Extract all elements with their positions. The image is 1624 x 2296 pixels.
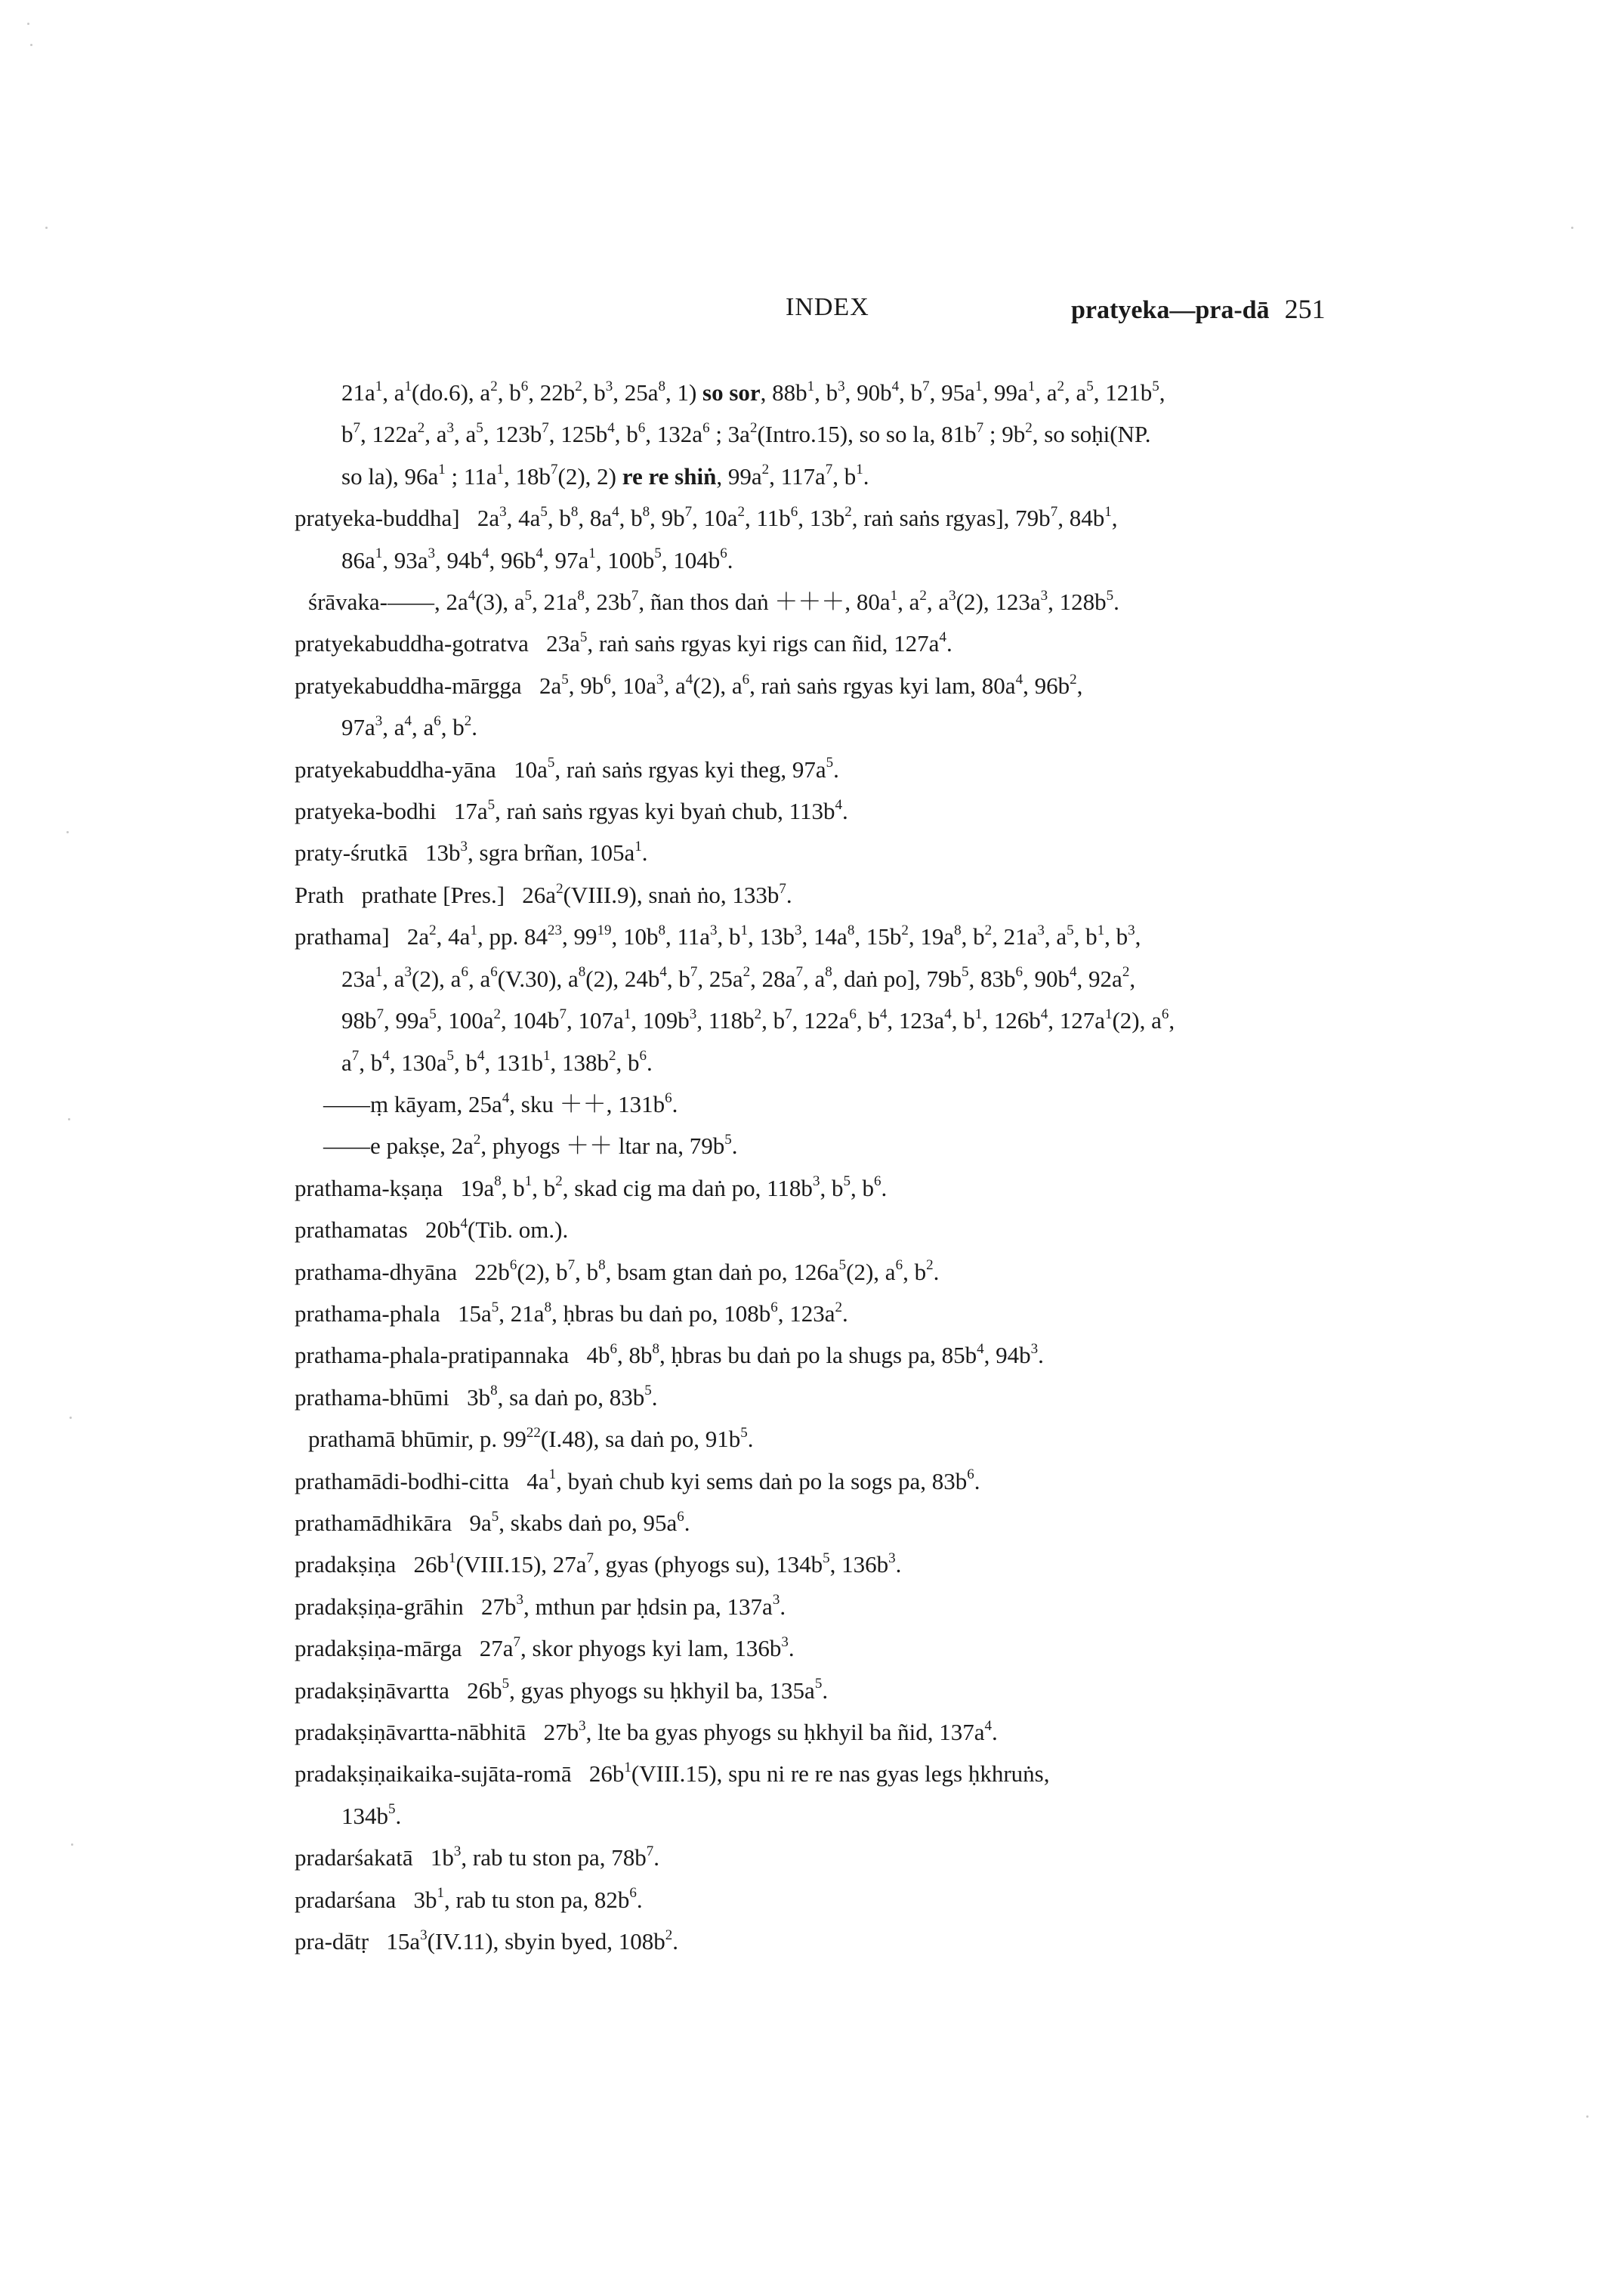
scan-speck bbox=[68, 1118, 70, 1120]
index-entry-continuation: $23a^1$, $a^3(2)$, $a^6$, $a^6(V.30)$, $a^8(2)$, $24b^4$, $b^7$, $25a^2$, $28a^7$, $a^8$, daṅ po], $79b^5$, $83b^6$, $90b^4$, $92a^2$, bbox=[341, 964, 1136, 992]
index-entry: pradarśana $3b^1$, rab tu ston pa, $82b^6$. bbox=[295, 1885, 643, 1913]
index-entry: pratyekabuddha-gotratva $23a^5$, raṅ saṅs rgyas kyi rigs can ñid, $127a^4$. bbox=[295, 629, 952, 657]
index-entry: pra-dātṛ $15a^3(IV.11)$, sbyin byed, $108b^2$. bbox=[295, 1927, 679, 1955]
index-entry: pratyeka-buddha] $2a^3$, $4a^5$, $b^8$, $8a^4$, $b^8$, $9b^7$, $10a^2$, $11b^6$, $13b^2$, raṅ saṅs rgyas], $79b^7$, $84b^1$, bbox=[295, 503, 1118, 532]
index-entry-continuation: $134b^5$. bbox=[341, 1801, 402, 1829]
index-entries bbox=[295, 372, 1413, 1962]
index-entry: Prath prathate [Pres.] $26a^2(VIII.9)$, snaṅ ṅo, $133b^7$. bbox=[295, 880, 792, 908]
header-range-text: pratyeka—pra-dā bbox=[1071, 296, 1270, 324]
index-entry: pradarśakatā $1b^3$, rab tu ston pa, $78b^7$. bbox=[295, 1843, 660, 1871]
scan-speck bbox=[30, 44, 32, 46]
index-entry: pratyeka-bodhi $17a^5$, raṅ saṅs rgyas kyi byaṅ chub, $113b^4$. bbox=[295, 796, 848, 825]
index-entry: prathama-phala-pratipannaka $4b^6$, $8b^8$, ḥbras bu daṅ po la shugs pa, $85b^4$, $94b^3$. bbox=[295, 1341, 1044, 1369]
scan-speck bbox=[45, 227, 48, 229]
index-entry: pradakṣiṇa-grāhin $27b^3$, mthun par ḥdsin pa, $137a^3$. bbox=[295, 1592, 786, 1620]
index-subentry: ——e pakṣe, $2a^2$, phyogs ＋＋ ltar na, $79b^5$. bbox=[323, 1131, 738, 1160]
index-entry-continuation: $97a^3$, $a^4$, $a^6$, $b^2$. bbox=[341, 712, 478, 741]
index-subentry: ——ṃ kāyam, $25a^4$, sku ＋＋, $131b^6$. bbox=[323, 1089, 678, 1117]
index-entry-continuation: so la), $96a^1$ ; $11a^1$, $18b^7(2)$, 2) re re shiṅ, $99a^2$, $117a^7$, $b^1$. bbox=[341, 462, 869, 490]
index-entry: prathamādhikāra $9a^5$, skabs daṅ po, $95a^6$. bbox=[295, 1508, 690, 1536]
index-entry-continuation: $21a^1$, $a^1(do.6)$, $a^2$, $b^6$, $22b^2$, $b^3$, $25a^8$, 1) so sor, $88b^1$, $b^3$, $90b^4$, $b^7$, $95a^1$, $99a^1$, $a^2$, $a^5$, $121b^5$, bbox=[341, 378, 1166, 406]
index-entry: prathama-kṣaṇa $19a^8$, $b^1$, $b^2$, skad cig ma daṅ po, $118b^3$, $b^5$, $b^6$. bbox=[295, 1173, 888, 1201]
index-entry: prathama] $2a^2$, $4a^1$, pp. $84^{23}$, $99^{19}$, $10b^8$, $11a^3$, $b^1$, $13b^3$, $14a^8$, $15b^2$, $19a^8$, $b^2$, $21a^3$, $a^5$, $b^1$, $b^3$, bbox=[295, 922, 1141, 950]
running-header bbox=[0, 293, 1624, 331]
index-entry: pradakṣiṇaikaika-sujāta-romā $26b^1(VIII.15)$, spu ni re re nas gyas legs ḥkhruṅs, bbox=[295, 1760, 1050, 1788]
index-entry: pradakṣiṇa $26b^1(VIII.15)$, $27a^7$, gyas (phyogs su), $134b^5$, $136b^3$. bbox=[295, 1550, 902, 1578]
scan-speck bbox=[1586, 2115, 1588, 2118]
index-entry: pratyekabuddha-mārgga $2a^5$, $9b^6$, $10a^3$, $a^4(2)$, $a^6$, raṅ saṅs rgyas kyi lam, $80a^4$, $96b^2$, bbox=[295, 671, 1083, 699]
index-entry: pradakṣiṇāvartta $26b^5$, gyas phyogs su ḥkhyil ba, $135a^5$. bbox=[295, 1676, 829, 1704]
index-entry-continuation: $b^7$, $122a^2$, $a^3$, $a^5$, $123b^7$, $125b^4$, $b^6$, $132a^6$ ; $3a^2(Intro.15)$, so so la, $81b^7$ ; $9b^2$, so soḥi(NP. bbox=[341, 420, 1151, 448]
scan-speck bbox=[66, 831, 69, 833]
index-entry: prathamatas $20b^4(Tib$. om.). bbox=[295, 1215, 569, 1244]
index-entry-continuation: $86a^1$, $93a^3$, $94b^4$, $96b^4$, $97a^1$, $100b^5$, $104b^6$. bbox=[341, 545, 733, 573]
page-number: 251 bbox=[1284, 294, 1326, 324]
index-entry: prathama-dhyāna $22b^6(2)$, $b^7$, $b^8$, bsam gtan daṅ po, $126a^5(2)$, $a^6$, $b^2$. bbox=[295, 1257, 940, 1285]
header-entry-range bbox=[1071, 293, 1326, 325]
index-entry: praty-śrutkā $13b^3$, sgra brñan, $105a^1$. bbox=[295, 839, 648, 867]
index-entry: prathama-bhūmi $3b^8$, sa daṅ po, $83b^5$. bbox=[295, 1383, 658, 1411]
index-entry-continuation: $a^7$, $b^4$, $130a^5$, $b^4$, $131b^1$, $138b^2$, $b^6$. bbox=[341, 1048, 653, 1076]
scan-speck bbox=[27, 23, 29, 25]
index-entry: pratyekabuddha-yāna $10a^5$, raṅ saṅs rgyas kyi theg, $97a^5$. bbox=[295, 755, 839, 783]
index-entry: pradakṣiṇāvartta-nābhitā $27b^3$, lte ba gyas phyogs su ḥkhyil ba ñid, $137a^4$. bbox=[295, 1717, 998, 1745]
index-entry: prathama-phala $15a^5$, $21a^8$, ḥbras bu daṅ po, $108b^6$, $123a^2$. bbox=[295, 1299, 848, 1327]
index-entry: pradakṣiṇa-mārga $27a^7$, skor phyogs kyi lam, $136b^3$. bbox=[295, 1633, 795, 1662]
index-subentry: prathamā bhūmir, p. $99^{22}(I.48)$, sa daṅ po, $91b^5$. bbox=[308, 1424, 754, 1453]
scan-speck bbox=[71, 1843, 73, 1846]
index-entry: prathamādi-bodhi-citta $4a^1$, byaṅ chub kyi sems daṅ po la sogs pa, $83b^6$. bbox=[295, 1466, 980, 1494]
scan-speck bbox=[1571, 227, 1573, 229]
scan-speck bbox=[69, 1417, 72, 1419]
header-section-title: INDEX bbox=[786, 293, 869, 321]
index-entry-continuation: $98b^7$, $99a^5$, $100a^2$, $104b^7$, $107a^1$, $109b^3$, $118b^2$, $b^7$, $122a^6$, $b^4$, $123a^4$, $b^1$, $126b^4$, $127a^1(2)$, $a^6$, bbox=[341, 1006, 1175, 1034]
index-subentry: śrāvaka-——, $2a^4(3)$, $a^5$, $21a^8$, $23b^7$, ñan thos daṅ ＋＋＋, $80a^1$, $a^2$, $a^3(2)$, $123a^3$, $128b^5$. bbox=[308, 587, 1119, 616]
